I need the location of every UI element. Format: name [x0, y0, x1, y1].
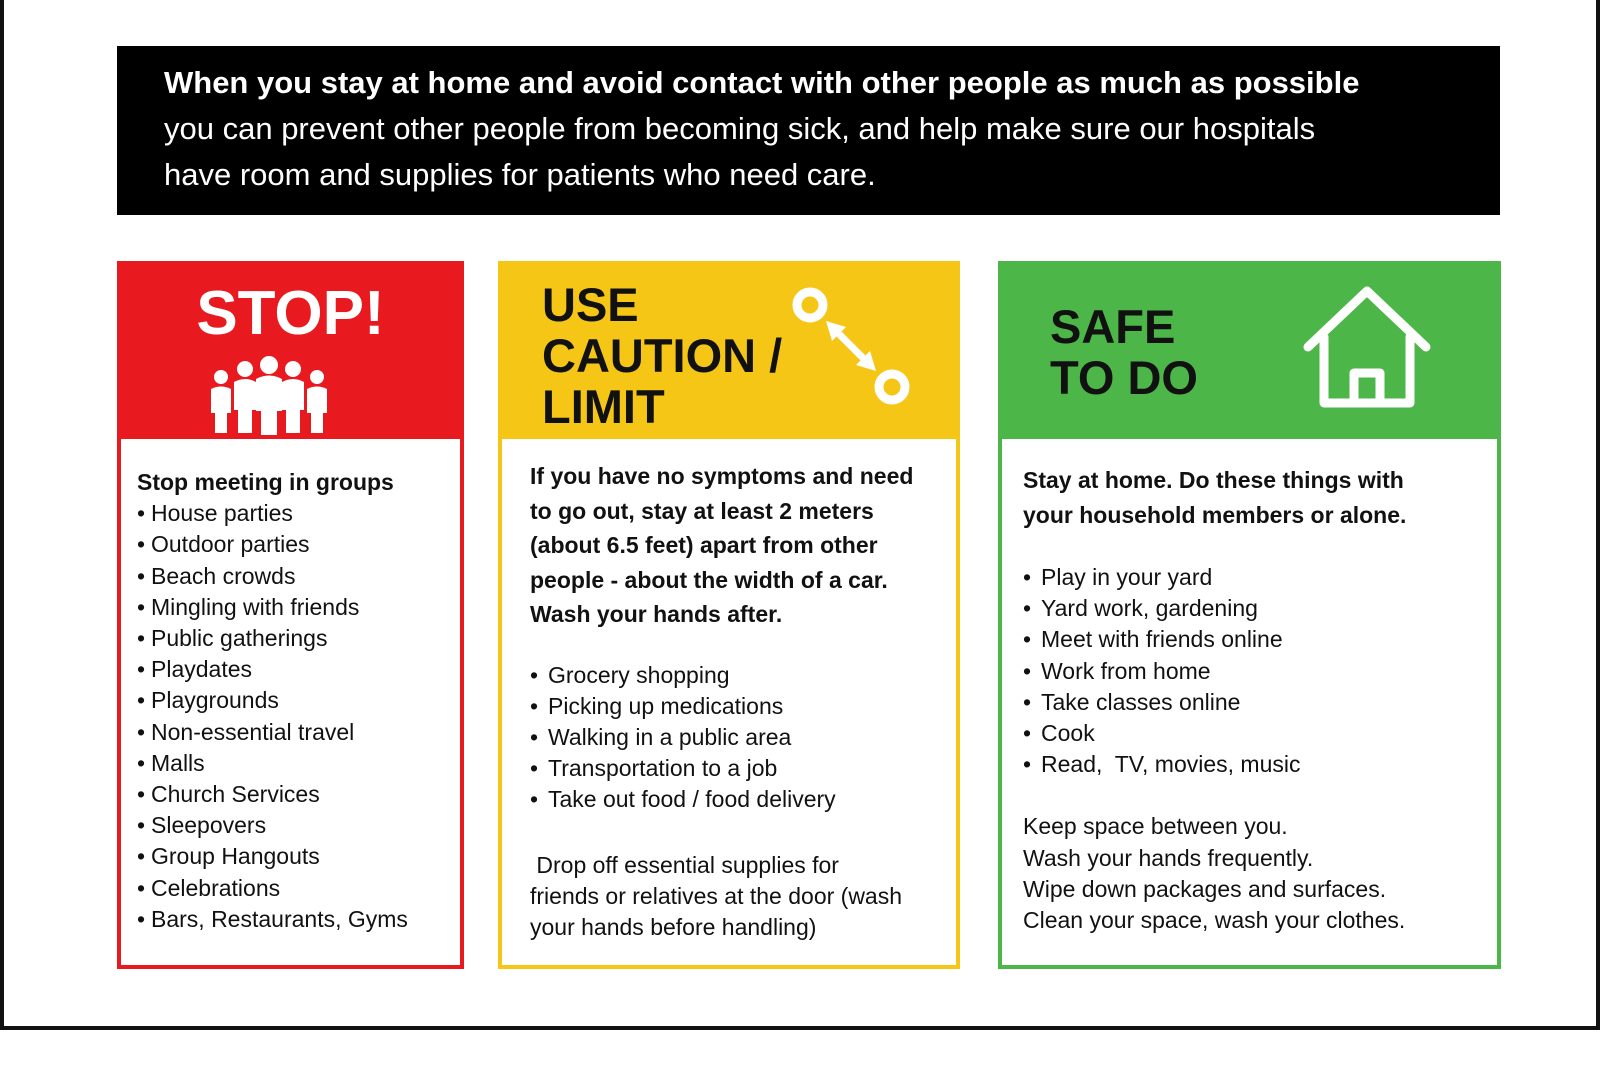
safe-lead-line: Stay at home. Do these things with — [1023, 467, 1404, 493]
caution-panel-header — [502, 265, 956, 439]
list-item: • Sleepovers — [137, 810, 460, 841]
stop-panel-header — [121, 265, 460, 439]
stop-title: STOP! — [196, 279, 385, 348]
safe-title — [1050, 301, 1198, 403]
list-item: • Celebrations — [137, 873, 460, 904]
safe-panel — [998, 261, 1501, 969]
list-item: • Work from home — [1023, 656, 1481, 687]
safe-panel-header — [1002, 265, 1497, 439]
caution-title-line: USE — [542, 278, 639, 331]
distance-icon — [788, 283, 918, 413]
list-item: • Grocery shopping — [530, 660, 940, 691]
list-item: • Picking up medications — [530, 691, 940, 722]
caution-title-line: CAUTION / — [542, 329, 783, 382]
caution-note-line: Drop off essential supplies for — [530, 851, 839, 878]
banner-bold-line: When you stay at home and avoid contact with other people as much as possible — [164, 65, 1360, 100]
list-item: • Playdates — [137, 654, 460, 685]
caution-title — [542, 279, 782, 432]
caution-panel-body — [502, 439, 956, 965]
list-item: • Cook — [1023, 718, 1481, 749]
list-item: • Playgrounds — [137, 685, 460, 716]
list-item: • Yard work, gardening — [1023, 593, 1481, 624]
list-item: • Take out food / food delivery — [530, 784, 940, 815]
list-item: • Outdoor parties — [137, 529, 460, 560]
safe-lead — [1023, 463, 1481, 532]
list-item: • Read, TV, movies, music — [1023, 749, 1481, 780]
safe-note-line: Wash your hands frequently. — [1023, 844, 1314, 871]
caution-note — [530, 850, 940, 944]
caution-title-line: LIMIT — [542, 380, 665, 433]
stop-lead: Stop meeting in groups — [137, 469, 394, 495]
safe-note — [1023, 811, 1481, 936]
stop-panel-body — [121, 439, 460, 965]
safe-lead-line: your household members or alone. — [1023, 501, 1407, 528]
caution-lead-line: to go out, stay at least 2 meters — [530, 497, 874, 524]
list-item: • Public gatherings — [137, 623, 460, 654]
list-item: • Walking in a public area — [530, 722, 940, 753]
safe-note-line: Keep space between you. — [1023, 813, 1288, 840]
caution-lead-line: people - about the width of a car. — [530, 566, 888, 593]
safe-list — [1023, 562, 1481, 780]
safe-note-line: Clean your space, wash your clothes. — [1023, 907, 1406, 934]
banner-line-2: you can prevent other people from becoming sick, and help make sure our hospitals — [164, 111, 1316, 146]
list-item: • Transportation to a job — [530, 753, 940, 784]
safe-panel-body — [1002, 439, 1497, 965]
caution-list — [530, 660, 940, 816]
caution-note-line: friends or relatives at the door (wash — [530, 882, 903, 909]
list-item: • Play in your yard — [1023, 562, 1481, 593]
list-item: • House parties — [137, 498, 460, 529]
intro-banner — [117, 46, 1500, 215]
stop-list — [137, 498, 460, 935]
stop-panel — [117, 261, 464, 969]
list-item: • Beach crowds — [137, 561, 460, 592]
list-item: • Group Hangouts — [137, 841, 460, 872]
caution-lead — [530, 459, 940, 632]
caution-panel — [498, 261, 960, 969]
caution-lead-line: Wash your hands after. — [530, 601, 783, 627]
list-item: • Non-essential travel — [137, 717, 460, 748]
caution-lead-line: (about 6.5 feet) apart from other — [530, 532, 878, 558]
caution-lead-line: If you have no symptoms and need — [530, 463, 914, 489]
caution-note-line: your hands before handling) — [530, 913, 817, 940]
list-item: • Meet with friends online — [1023, 624, 1481, 655]
safe-title-line: SAFE — [1050, 300, 1176, 353]
banner-line-3: have room and supplies for patients who need care. — [164, 157, 876, 192]
list-item: • Malls — [137, 748, 460, 779]
list-item: • Bars, Restaurants, Gyms — [137, 904, 460, 935]
safe-title-line: TO DO — [1050, 351, 1198, 404]
list-item: • Church Services — [137, 779, 460, 810]
list-item: • Mingling with friends — [137, 592, 460, 623]
list-item: • Take classes online — [1023, 687, 1481, 718]
safe-note-line: Wipe down packages and surfaces. — [1023, 875, 1387, 902]
group-of-people-icon — [207, 355, 331, 435]
house-icon — [1302, 283, 1432, 413]
